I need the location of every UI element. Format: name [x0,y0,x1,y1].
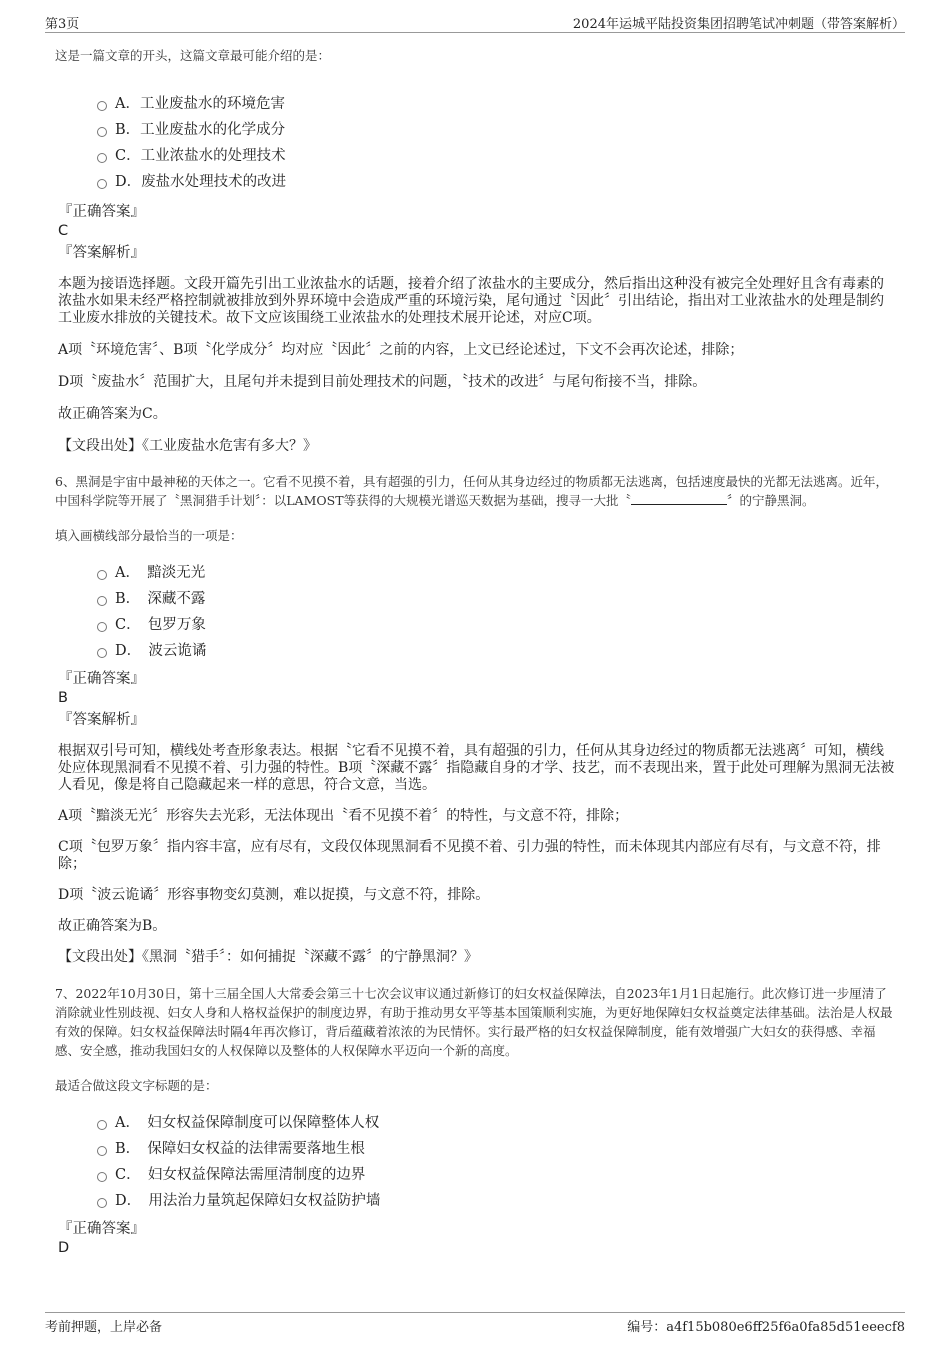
correct-answer: D [58,1240,70,1256]
radio-icon[interactable] [97,1198,107,1208]
document-title: 2024年运城平陆投资集团招聘笔试冲刺题（带答案解析） [572,17,905,32]
radio-icon[interactable] [97,101,107,111]
correct-answer-label: 『正确答案』 [58,1221,145,1237]
option-a[interactable]: A． 黯淡无光 [97,560,895,586]
correct-answer-label: 『正确答案』 [58,204,145,220]
analysis-paragraph: C项〝包罗万象〞指内容丰富，应有尽有，文段仅体现黑洞看不见摸不着、引力强的特性，而未体现其内部应有尽有，与文意不符，排除； [58,839,881,872]
question-prompt: 填入画横线部分最恰当的一项是： [55,528,243,543]
document-id: 编号：a4f15b080e6ff25f6a0fa85d51eeecf8 [627,1320,905,1335]
analysis-paragraph: D项〝波云诡谲〞形容事物变幻莫测，难以捉摸，与文意不符，排除。 [58,887,490,903]
question-stem: 7、2022年10月30日，第十三届全国人大常委会第三十七次会议审议通过新修订的妇女权益保障法，自2023年1月1日起施行。此次修订进一步厘清了消除就业性别歧视、妇女人身和人格权益保护的制度边界，有助于推动男女平等基本国策顺利实施，为更好地保障妇女权益奠定法律基础。法治是人权最有效的保障。妇女权益保障法时隔4年再次修订，背后蕴藏着浓浓的为民情怀。实行最严格的妇女权益保障制度，能有效增强广大妇女的获得感、幸福感、安全感，推动我国妇女的人权保障以及整体的人权保障水平迈向一个新的高度。 [55,986,893,1058]
radio-icon[interactable] [97,179,107,189]
page-content [55,46,895,1258]
option-b[interactable]: B． 保障妇女权益的法律需要落地生根 [97,1136,895,1162]
source-citation: 【文段出处】《工业废盐水危害有多大？》 [58,438,317,454]
question-prompt: 最适合做这段文字标题的是： [55,1078,218,1093]
radio-icon[interactable] [97,1172,107,1182]
option-d[interactable]: D．废盐水处理技术的改进 [97,169,895,195]
analysis-paragraph: A项〝黯淡无光〞形容失去光彩，无法体现出〝看不见摸不着〞的特性，与文意不符，排除； [58,808,629,824]
radio-icon[interactable] [97,570,107,580]
option-b[interactable]: B． 深藏不露 [97,586,895,612]
analysis-paragraph: 根据双引号可知，横线处考查形象表达。根据〝它看不见摸不着，具有超强的引力，任何从其身边经过的物质都无法逃离〞可知，横线处应体现黑洞看不见摸不着、引力强的特性。B项〝深藏不露〞指隐藏自身的才学、技艺，而不表现出来，置于此处可理解为黑洞无法被人看见，像是将自己隐藏起来一样的意思，符合文意，当选。 [58,743,895,793]
footer-slogan: 考前押题，上岸必备 [45,1320,163,1335]
radio-icon[interactable] [97,1120,107,1130]
analysis-label: 『答案解析』 [58,712,145,728]
radio-icon[interactable] [97,648,107,658]
option-d[interactable]: D． 用法治力量筑起保障妇女权益防护墙 [97,1188,895,1214]
page-footer [45,1312,905,1335]
analysis-label: 『答案解析』 [58,245,145,261]
option-list [97,91,895,195]
radio-icon[interactable] [97,596,107,606]
analysis-paragraph: 故正确答案为C。 [58,406,167,422]
option-d[interactable]: D． 波云诡谲 [97,638,895,664]
page-number: 第3页 [45,17,80,32]
option-list [97,1110,895,1214]
correct-answer: B [58,690,68,706]
option-a[interactable]: A．工业废盐水的环境危害 [97,91,895,117]
fill-blank [631,493,727,505]
radio-icon[interactable] [97,153,107,163]
correct-answer: C [58,223,69,239]
question-stem: 6、黑洞是宇宙中最神秘的天体之一。它看不见摸不着，具有超强的引力，任何从其身边经过的物质都无法逃离，包括速度最快的光都无法逃离。近年，中国科学院等开展了〝黑洞猎手计划〞：以LAMOST等获得的大规模光谱巡天数据为基础，搜寻一大批〝 〞的宁静黑洞。 [55,474,888,508]
correct-answer-label: 『正确答案』 [58,671,145,687]
analysis-paragraph: D项〝废盐水〞范围扩大，且尾句并未提到目前处理技术的问题，〝技术的改进〞与尾句衔接不当，排除。 [58,374,707,390]
analysis-paragraph: 故正确答案为B。 [58,918,167,934]
option-a[interactable]: A． 妇女权益保障制度可以保障整体人权 [97,1110,895,1136]
option-list [97,560,895,664]
question-prompt: 这是一篇文章的开头，这篇文章最可能介绍的是： [55,48,331,63]
analysis-paragraph: 本题为接语选择题。文段开篇先引出工业浓盐水的话题，接着介绍了浓盐水的主要成分，然后指出这种没有被完全处理好且含有毒素的浓盐水如果未经严格控制就被排放到外界环境中会造成严重的环境污染，尾句通过〝因此〞引出结论，指出对工业浓盐水的处理是制约工业废水排放的关键技术。故下文应该围绕工业浓盐水的处理技术展开论述，对应C项。 [58,276,884,326]
option-c[interactable]: C． 妇女权益保障法需厘清制度的边界 [97,1162,895,1188]
option-c[interactable]: C． 包罗万象 [97,612,895,638]
option-c[interactable]: C．工业浓盐水的处理技术 [97,143,895,169]
radio-icon[interactable] [97,127,107,137]
source-citation: 【文段出处】《黑洞〝猎手〞：如何捕捉〝深藏不露〞的宁静黑洞？》 [58,949,478,965]
option-b[interactable]: B．工业废盐水的化学成分 [97,117,895,143]
page-header [45,10,905,33]
radio-icon[interactable] [97,1146,107,1156]
analysis-paragraph: A项〝环境危害〞、B项〝化学成分〞均对应〝因此〞之前的内容，上文已经论述过，下文不会再次论述，排除； [58,342,744,358]
radio-icon[interactable] [97,622,107,632]
